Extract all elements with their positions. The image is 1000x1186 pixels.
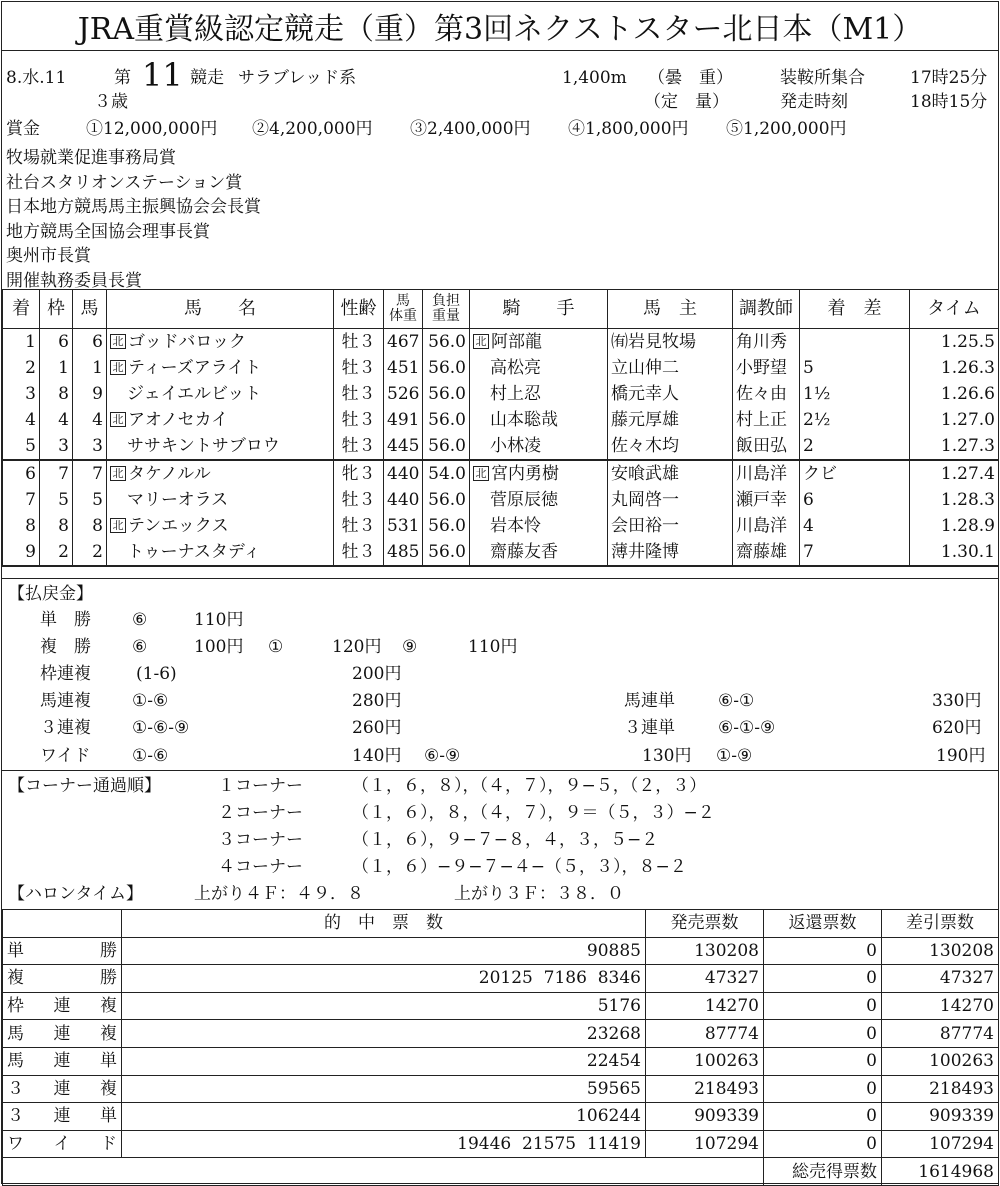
result-margin: 1½ [800,381,910,407]
result-sexage: 牡３ [334,433,384,460]
sanrenpuku-amount: 260円 [352,718,402,738]
wide-amount-2: 130円 [642,746,692,766]
hokkaido-mark-icon: 北 [110,334,126,349]
sanrenpuku-num: ①-⑥-⑨ [132,718,190,738]
result-pos: 7 [3,487,40,513]
result-trainer: 佐々由 [733,381,800,407]
result-margin: クビ [800,460,910,487]
corner-2-order: （１，６），８，（４，７），９＝（５，３）−２ [352,803,715,823]
result-waku: 5 [40,487,73,513]
gather-time: 17時25分 [910,68,988,88]
result-pos: 3 [3,381,40,407]
result-margin: 2 [800,433,910,460]
ticket-refund: 0 [764,965,882,993]
corner-4-order: （１，６）−９−７−４−（５，３），８−２ [352,857,687,877]
ticket-sold: 100263 [646,1047,764,1075]
header-trainer: 調教師 [733,290,800,329]
result-uma: 9 [73,381,107,407]
ticket-type: 複 勝 [3,965,122,993]
header-time: タイム [910,290,999,329]
result-row [3,487,999,513]
fukusho-amount-1: 100円 [194,637,244,657]
results-body [3,329,999,567]
fukusho-num-2: ① [268,637,284,657]
result-margin: 7 [800,539,910,566]
result-horse-name: ササキントサブロウ [107,433,334,460]
result-burden: 56.0 [423,487,470,513]
result-burden: 56.0 [423,513,470,539]
result-trainer: 川島洋 [733,460,800,487]
result-sexage: 牡３ [334,355,384,381]
hokkaido-mark-icon: 北 [473,466,489,481]
result-uma: 8 [73,513,107,539]
sanrenpuku-label: ３連複 [40,718,91,738]
fukusho-num-3: ⑨ [402,637,418,657]
weight-rule: （定 量） [644,92,729,112]
award-item: 奥州市長賞 [6,246,91,266]
ticket-net: 100263 [882,1047,999,1075]
results-header-row [3,290,999,329]
result-horse-name: ジェイエルビット [107,381,334,407]
result-trainer: 飯田弘 [733,433,800,460]
result-row [3,355,999,381]
prize-4: ④1,800,000円 [568,119,689,139]
tickets-header-type [3,910,122,938]
result-pos: 5 [3,433,40,460]
fukusho-label: 複 勝 [40,637,91,657]
result-burden: 56.0 [423,539,470,566]
ticket-type: ワ イ ド [3,1130,122,1158]
ticket-row [3,992,999,1020]
ticket-sold: 218493 [646,1075,764,1103]
ticket-sold: 47327 [646,965,764,993]
result-time: 1.25.5 [910,329,999,356]
hokkaido-mark-icon: 北 [110,466,126,481]
result-time: 1.27.0 [910,407,999,433]
ticket-row [3,937,999,965]
tickets-header-refund: 返還票数 [764,910,882,938]
result-trainer: 村上正 [733,407,800,433]
result-owner: 丸岡啓一 [608,487,733,513]
divider [2,770,998,771]
ticket-row [3,1020,999,1048]
award-item: 牧場就業促進事務局賞 [6,148,176,168]
ticket-row [3,1047,999,1075]
ticket-hit: 22454 [122,1047,646,1075]
result-jockey: 齋藤友香 [470,539,608,566]
award-item: 開催執務委員長賞 [6,270,142,291]
result-owner: ㈲岩見牧場 [608,329,733,356]
header-sexage: 性齢 [334,290,384,329]
result-owner: 藤元厚雄 [608,407,733,433]
tansho-amount: 110円 [194,610,244,630]
result-sexage: 牡３ [334,539,384,566]
result-horse-name: 北 テンエックス [107,513,334,539]
track-condition: （曇 重） [648,68,733,88]
corner-3-order: （１，６），９−７−８，４，３，５−２ [352,830,659,850]
ticket-net: 47327 [882,965,999,993]
race-age: ３歳 [94,92,128,112]
award-item: 地方競馬全国協会理事長賞 [6,221,210,242]
award-item: 社台スタリオンステーション賞 [6,172,243,193]
divider [2,578,998,579]
total-value: 1614968 [882,1158,999,1186]
result-waku: 2 [40,539,73,566]
ticket-net: 107294 [882,1130,999,1158]
result-horse-name: 北 ゴッドバロック [107,329,334,356]
ticket-refund: 0 [764,1103,882,1131]
wakuren-amount: 200円 [352,664,402,684]
header-pos: 着 [3,290,40,329]
result-burden: 56.0 [423,355,470,381]
result-weight: 440 [384,460,423,487]
hokkaido-mark-icon: 北 [110,412,126,427]
ticket-sold: 130208 [646,937,764,965]
result-sexage: 牡３ [334,487,384,513]
halon-agari3: 上がり３Ｆ：３８．０ [454,884,624,904]
tansho-num: ⑥ [132,610,148,630]
result-sexage: 牡３ [334,513,384,539]
start-time: 18時15分 [910,92,988,112]
result-uma: 4 [73,407,107,433]
gather-label: 装鞍所集合 [780,68,865,88]
header-burden: 負担 重量 [423,290,470,329]
result-time: 1.27.3 [910,433,999,460]
umarentan-amount: 330円 [932,691,982,711]
race-dai: 第 [114,68,131,88]
wakuren-num: (1-6) [136,664,177,684]
fukusho-amount-3: 110円 [468,637,518,657]
fukusho-num-1: ⑥ [132,637,148,657]
ticket-net: 130208 [882,937,999,965]
umarenpuku-num: ①-⑥ [132,691,169,711]
result-pos: 1 [3,329,40,356]
result-weight: 491 [384,407,423,433]
hokkaido-mark-icon: 北 [110,518,126,533]
result-margin: 6 [800,487,910,513]
tickets-body [3,937,999,1158]
prize-5: ⑤1,200,000円 [726,119,847,139]
result-horse-name: トゥーナスタディ [107,539,334,566]
corners-heading: 【コーナー通過順】 [8,776,161,796]
result-owner: 安喰武雄 [608,460,733,487]
result-jockey: 高松亮 [470,355,608,381]
result-jockey: 山本聡哉 [470,407,608,433]
ticket-row [3,965,999,993]
result-horse-name: 北 ティーズアライト [107,355,334,381]
prize-3: ③2,400,000円 [410,119,531,139]
result-row [3,433,999,460]
umarenpuku-amount: 280円 [352,691,402,711]
result-time: 1.30.1 [910,539,999,566]
result-owner: 佐々木均 [608,433,733,460]
result-sexage: 牡３ [334,381,384,407]
result-weight: 451 [384,355,423,381]
result-weight: 526 [384,381,423,407]
result-margin [800,329,910,356]
result-pos: 4 [3,407,40,433]
result-uma: 6 [73,329,107,356]
wakuren-label: 枠連複 [40,664,91,684]
result-pos: 9 [3,539,40,566]
result-uma: 3 [73,433,107,460]
result-horse-name: マリーオラス [107,487,334,513]
ticket-net: 909339 [882,1103,999,1131]
header-weight: 馬 体重 [384,290,423,329]
results-table [2,289,999,567]
ticket-net: 14270 [882,992,999,1020]
ticket-type: ３ 連 単 [3,1103,122,1131]
result-owner: 薄井隆博 [608,539,733,566]
tickets-header-sold: 発売票数 [646,910,764,938]
result-jockey: 小林凌 [470,433,608,460]
result-uma: 2 [73,539,107,566]
umarentan-label: 馬連単 [624,691,675,711]
ticket-refund: 0 [764,1020,882,1048]
tansho-label: 単 勝 [40,610,91,630]
sanrentan-amount: 620円 [932,718,982,738]
result-time: 1.26.6 [910,381,999,407]
header-margin: 着 差 [800,290,910,329]
result-horse-name: 北 タケノルル [107,460,334,487]
race-distance: 1,400m [562,68,627,88]
result-trainer: 齋藤雄 [733,539,800,566]
result-row [3,329,999,356]
start-label: 発走時刻 [780,92,848,112]
page-title: JRA重賞級認定競走（重）第3回ネクストスター北日本（M1） [2,2,998,51]
ticket-net: 87774 [882,1020,999,1048]
result-row [3,460,999,487]
ticket-hit: 5176 [122,992,646,1020]
tickets-header-row [3,910,999,938]
ticket-hit: 59565 [122,1075,646,1103]
payout-heading: 【払戻金】 [8,584,93,604]
header-waku: 枠 [40,290,73,329]
prize-1: ①12,000,000円 [86,119,218,139]
result-pos: 8 [3,513,40,539]
result-waku: 3 [40,433,73,460]
result-weight: 467 [384,329,423,356]
result-uma: 7 [73,460,107,487]
result-horse-name: 北 アオノセカイ [107,407,334,433]
result-weight: 445 [384,433,423,460]
ticket-type: 枠 連 複 [3,992,122,1020]
result-row [3,381,999,407]
ticket-sold: 909339 [646,1103,764,1131]
result-row [3,407,999,433]
result-jockey: 菅原辰徳 [470,487,608,513]
result-time: 1.26.3 [910,355,999,381]
ticket-hit: 20125 7186 8346 [122,965,646,993]
race-result-sheet [1,1,999,1184]
umarenpuku-label: 馬連複 [40,691,91,711]
result-jockey: 北 阿部龍 [470,329,608,356]
result-jockey: 岩本怜 [470,513,608,539]
ticket-hit: 19446 21575 11419 [122,1130,646,1158]
result-burden: 56.0 [423,329,470,356]
race-breed: サラブレッド系 [238,68,357,88]
sanrentan-num: ⑥-①-⑨ [718,718,776,738]
halon-heading: 【ハロンタイム】 [8,884,143,904]
header-owner: 馬 主 [608,290,733,329]
result-owner: 立山伸二 [608,355,733,381]
header-name: 馬 名 [107,290,334,329]
wide-num-1: ①-⑥ [132,746,169,766]
result-trainer: 瀬戸幸 [733,487,800,513]
ticket-type: 馬 連 単 [3,1047,122,1075]
halon-agari4: 上がり４Ｆ：４９．８ [194,884,364,904]
fukusho-amount-2: 120円 [332,637,382,657]
ticket-row [3,1103,999,1131]
race-number: 11 [142,56,183,94]
wide-label: ワイド [40,746,91,766]
ticket-hit: 106244 [122,1103,646,1131]
ticket-row [3,1075,999,1103]
result-jockey: 村上忍 [470,381,608,407]
result-sexage: 牡３ [334,407,384,433]
hokkaido-mark-icon: 北 [110,360,126,375]
prize-2: ②4,200,000円 [252,119,373,139]
result-weight: 440 [384,487,423,513]
result-uma: 5 [73,487,107,513]
result-trainer: 小野望 [733,355,800,381]
ticket-refund: 0 [764,1075,882,1103]
tickets-header-net: 差引票数 [882,910,999,938]
ticket-hit: 23268 [122,1020,646,1048]
result-sexage: 牝３ [334,460,384,487]
wide-num-3: ①-⑨ [716,746,753,766]
wide-amount-3: 190円 [936,746,986,766]
race-date: 8.水.11 [6,68,67,88]
ticket-row [3,1130,999,1158]
result-time: 1.28.3 [910,487,999,513]
corner-4-label: ４コーナー [218,857,303,877]
result-waku: 8 [40,381,73,407]
ticket-type: 馬 連 複 [3,1020,122,1048]
result-row [3,513,999,539]
result-burden: 54.0 [423,460,470,487]
awards-list [6,146,261,293]
total-label: 総売得票数 [764,1158,882,1186]
tickets-total-row [3,1158,999,1186]
result-margin: 4 [800,513,910,539]
result-row [3,539,999,566]
result-margin: 5 [800,355,910,381]
race-kyoso: 競走 [190,68,224,88]
result-time: 1.28.9 [910,513,999,539]
umarentan-num: ⑥-① [718,691,755,711]
ticket-type: 単 勝 [3,937,122,965]
ticket-sold: 14270 [646,992,764,1020]
ticket-refund: 0 [764,1047,882,1075]
tickets-header-hit: 的 中 票 数 [122,910,646,938]
result-owner: 会田裕一 [608,513,733,539]
result-waku: 6 [40,329,73,356]
tickets-table [2,909,999,1186]
ticket-hit: 90885 [122,937,646,965]
result-trainer: 角川秀 [733,329,800,356]
corner-2-label: ２コーナー [218,803,303,823]
corner-1-label: １コーナー [218,776,303,796]
wide-num-2: ⑥-⑨ [424,746,461,766]
sanrentan-label: ３連単 [624,718,675,738]
ticket-type: ３ 連 複 [3,1075,122,1103]
header-uma: 馬 [73,290,107,329]
result-waku: 7 [40,460,73,487]
result-sexage: 牡３ [334,329,384,356]
prize-label: 賞金 [6,119,40,139]
result-jockey: 北 宮内勇樹 [470,460,608,487]
ticket-sold: 107294 [646,1130,764,1158]
result-weight: 485 [384,539,423,566]
result-trainer: 川島洋 [733,513,800,539]
corner-3-label: ３コーナー [218,830,303,850]
result-burden: 56.0 [423,381,470,407]
award-item: 日本地方競馬馬主振興協会会長賞 [6,197,261,217]
ticket-refund: 0 [764,937,882,965]
result-burden: 56.0 [423,407,470,433]
result-burden: 56.0 [423,433,470,460]
result-waku: 4 [40,407,73,433]
result-waku: 1 [40,355,73,381]
ticket-sold: 87774 [646,1020,764,1048]
result-weight: 531 [384,513,423,539]
header-jockey: 騎 手 [470,290,608,329]
ticket-refund: 0 [764,1130,882,1158]
wide-amount-1: 140円 [352,746,402,766]
result-waku: 8 [40,513,73,539]
ticket-net: 218493 [882,1075,999,1103]
result-uma: 1 [73,355,107,381]
result-pos: 2 [3,355,40,381]
corner-1-order: （１，６，８），（４，７），９−５，（２，３） [352,776,707,796]
result-margin: 2½ [800,407,910,433]
hokkaido-mark-icon: 北 [473,334,489,349]
result-owner: 橋元幸人 [608,381,733,407]
ticket-refund: 0 [764,992,882,1020]
result-pos: 6 [3,460,40,487]
result-time: 1.27.4 [910,460,999,487]
